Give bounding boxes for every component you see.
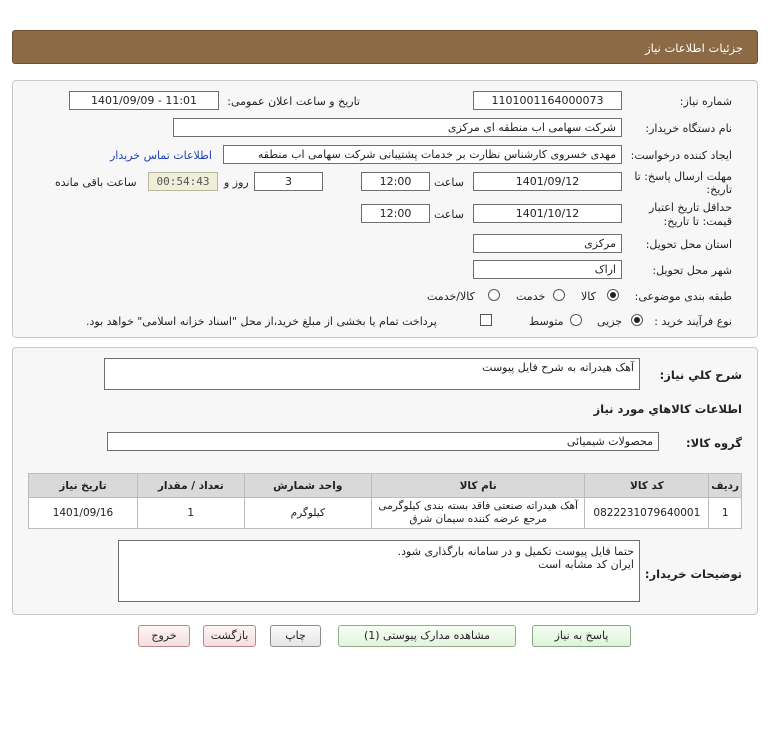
col-header-need-date: تاریخ نیاز xyxy=(29,474,138,498)
buyer-field: شرکت سهامی اب منطقه ای مرکزی xyxy=(173,118,622,137)
remaining-time-field: 00:54:43 xyxy=(148,172,218,191)
process-medium-label: متوسط xyxy=(529,315,564,328)
days-label: روز و xyxy=(224,176,249,189)
cell-goods-code: 0822231079640001 xyxy=(585,498,709,529)
process-minor-radio[interactable] xyxy=(631,314,643,326)
announce-date-label: تاریخ و ساعت اعلان عمومی: xyxy=(227,95,360,108)
cell-row-number: 1 xyxy=(709,498,742,529)
category-label: طبقه بندی موضوعی: xyxy=(634,290,732,303)
city-label: شهر محل تحویل: xyxy=(652,264,732,277)
category-goods-radio[interactable] xyxy=(607,289,619,301)
exit-button[interactable]: خروج xyxy=(138,625,190,647)
province-field: مرکزی xyxy=(473,234,622,253)
process-minor-label: جزیی xyxy=(597,315,623,328)
goods-group-field: محصولات شیمیائی xyxy=(107,432,659,451)
page-header xyxy=(12,30,758,64)
col-header-row-number: ردیف xyxy=(709,474,742,498)
category-goods-service-radio[interactable] xyxy=(488,289,500,301)
buyer-notes-line-2: ایران کد مشابه است xyxy=(538,558,634,571)
announce-date-field: 1401/09/09 - 11:01 xyxy=(69,91,219,110)
validity-date-field: 1401/10/12 xyxy=(473,204,622,223)
cell-unit: کیلوگرم xyxy=(244,498,371,529)
need-number-label: شماره نیاز: xyxy=(679,95,732,108)
remaining-label: ساعت باقی مانده xyxy=(55,176,137,189)
cell-quantity: 1 xyxy=(137,498,244,529)
col-header-goods-code: کد کالا xyxy=(585,474,709,498)
summary-field: آهک هیدراته به شرح فایل پیوست xyxy=(104,358,640,390)
buyer-notes-label: توضیحات خریدار: xyxy=(644,567,742,581)
validity-time-field: 12:00 xyxy=(361,204,430,223)
print-button[interactable]: چاپ xyxy=(270,625,321,647)
deadline-time-label: ساعت xyxy=(434,176,464,189)
summary-label: شرح کلي نياز: xyxy=(659,368,742,382)
process-type-label: نوع فرآیند خرید : xyxy=(654,315,732,328)
buyer-notes-field xyxy=(118,540,640,602)
deadline-time-field: 12:00 xyxy=(361,172,430,191)
need-number-field: 1101001164000073 xyxy=(473,91,622,110)
process-medium-radio[interactable] xyxy=(570,314,582,326)
goods-info-title: اطلاعات کالاهاي مورد نياز xyxy=(593,402,742,416)
buyer-contact-link[interactable]: اطلاعات تماس خریدار xyxy=(110,149,212,162)
cell-goods-name: آهک هیدراته صنعتی فاقد بسته بندی کیلوگرمی مرجع عرضه کننده سیمان شرق xyxy=(371,498,584,529)
goods-group-label: گروه کالا: xyxy=(686,436,742,450)
province-label: استان محل تحویل: xyxy=(645,238,732,251)
validity-label: حداقل تاریخ اعتبار xyxy=(648,201,732,214)
category-service-label: خدمت xyxy=(516,290,546,303)
back-button[interactable]: بازگشت xyxy=(203,625,256,647)
buyer-notes-line-1: حتما فایل پیوست تکمیل و در سامانه بارگذاری شود. xyxy=(397,545,634,558)
view-attachments-button[interactable]: مشاهده مدارک پیوستی (1) xyxy=(338,625,516,647)
deadline-label: مهلت ارسال پاسخ: تا xyxy=(634,170,732,183)
col-header-unit: واحد شمارش xyxy=(244,474,371,498)
page-title: جزئیات اطلاعات نیاز xyxy=(645,41,743,55)
table-row xyxy=(29,498,742,529)
table-header-row xyxy=(29,474,742,498)
col-header-quantity: تعداد / مقدار xyxy=(137,474,244,498)
deadline-label-2: تاریخ: xyxy=(706,183,732,196)
category-service-radio[interactable] xyxy=(553,289,565,301)
deadline-date-field: 1401/09/12 xyxy=(473,172,622,191)
requester-label: ایجاد کننده درخواست: xyxy=(630,149,732,162)
days-field: 3 xyxy=(254,172,323,191)
validity-time-label: ساعت xyxy=(434,208,464,221)
requester-field: مهدی خسروی کارشناس نظارت بر خدمات پشتیبانی شرکت سهامی اب منطقه xyxy=(223,145,622,164)
goods-table xyxy=(28,473,742,529)
treasury-payment-checkbox[interactable] xyxy=(480,314,492,326)
col-header-goods-name: نام کالا xyxy=(371,474,584,498)
category-goods-label: کالا xyxy=(581,290,596,303)
treasury-payment-note: پرداخت تمام یا بخشی از مبلغ خرید،از محل "اسناد خزانه اسلامی" خواهد بود. xyxy=(86,315,437,328)
validity-label-2: قیمت: تا تاریخ: xyxy=(663,215,732,228)
category-goods-service-label: کالا/خدمت xyxy=(427,290,475,303)
city-field: اراک xyxy=(473,260,622,279)
reply-button[interactable]: پاسخ به نیاز xyxy=(532,625,631,647)
buyer-label: نام دستگاه خریدار: xyxy=(645,122,732,135)
cell-need-date: 1401/09/16 xyxy=(29,498,138,529)
